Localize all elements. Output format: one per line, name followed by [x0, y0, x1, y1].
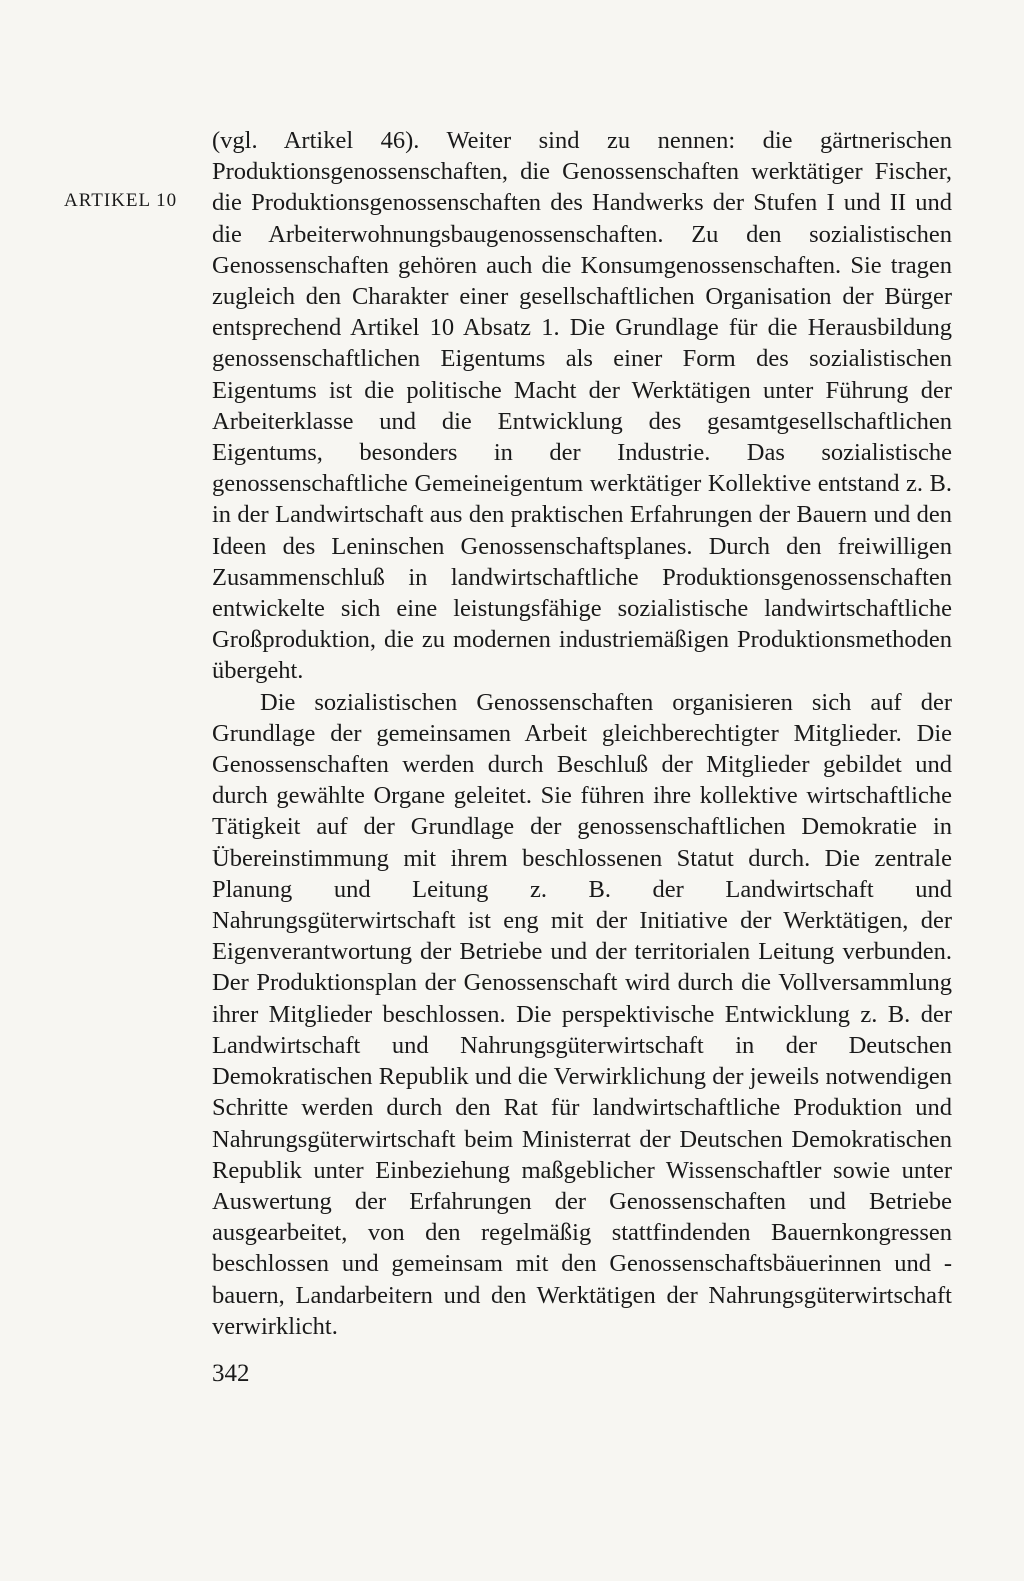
body-text	[212, 125, 952, 1342]
paragraph-2: Die sozialistischen Genossenschaften organisieren sich auf der Grundlage der gemeinsamen Arbeit gleichberechtigter Mitglieder. Die Genossenschaften werden durch Beschluß der Mitglieder gebildet und durch gewählte Organe geleitet. Sie führen ihre kollektive wirtschaftliche Tätigkeit auf der Grundlage der genossenschaftlichen Demokratie in Übereinstimmung mit ihrem beschlossenen Statut durch. Die zentrale Planung und Leitung z. B. der Landwirtschaft und Nahrungsgüterwirtschaft ist eng mit der Initiative der Werktätigen, der Eigenverantwortung der Betriebe und der territorialen Leitung verbunden. Der Produktionsplan der Genossenschaft wird durch die Vollversammlung ihrer Mitglieder beschlossen. Die perspektivische Entwicklung z. B. der Landwirtschaft und Nahrungsgüterwirtschaft in der Deutschen Demokratischen Republik und die Verwirklichung der jeweils notwendigen Schritte werden durch den Rat für landwirtschaftliche Produktion und Nahrungsgüterwirtschaft beim Ministerrat der Deutschen Demokratischen Republik unter Einbeziehung maßgeblicher Wissenschaftler sowie unter Auswertung der Erfahrungen der Genossenschaften und Betriebe ausgearbeitet, von den regelmäßig stattfindenden Bauernkongressen beschlossen und gemeinsam mit den Genossenschaftsbäuerinnen und -bauern, Landarbeitern und den Werktätigen der Nahrungsgüterwirtschaft verwirklicht.	[212, 688, 952, 1340]
paragraph-1: (vgl. Artikel 46). Weiter sind zu nennen: die gärtnerischen Produktionsgenossenschaften, die Genossenschaften werktätiger Fischer, die Produktionsgenossenschaften des Handwerks der Stufen I und II und die Arbeiterwohnungsbaugenossenschaften. Zu den sozialistischen Genossenschaften gehören auch die Konsumgenossenschaften. Sie tragen zugleich den Charakter einer gesellschaftlichen Organisation der Bürger entsprechend Artikel 10 Absatz 1. Die Grundlage für die Herausbildung genossenschaftlichen Eigentums als einer Form des sozialistischen Eigentums ist die politische Macht der Werktätigen unter Führung der Arbeiterklasse und die Entwicklung des gesamtgesellschaftlichen Eigentums, besonders in der Industrie. Das sozialistische genossenschaftliche Gemeineigentum werktätiger Kollektive entstand z. B. in der Landwirtschaft aus den praktischen Erfahrungen der Bauern und den Ideen des Leninschen Genossenschaftsplanes. Durch den freiwilligen Zusammenschluß in landwirtschaftliche Produktionsgenossenschaften entwickelte sich eine leistungsfähige sozialistische landwirtschaftliche Großproduktion, die zu modernen industriemäßigen Produktionsmethoden übergeht.	[212, 127, 952, 685]
page-number: 342	[212, 1360, 250, 1387]
margin-note-article: ARTIKEL 10	[64, 190, 178, 211]
